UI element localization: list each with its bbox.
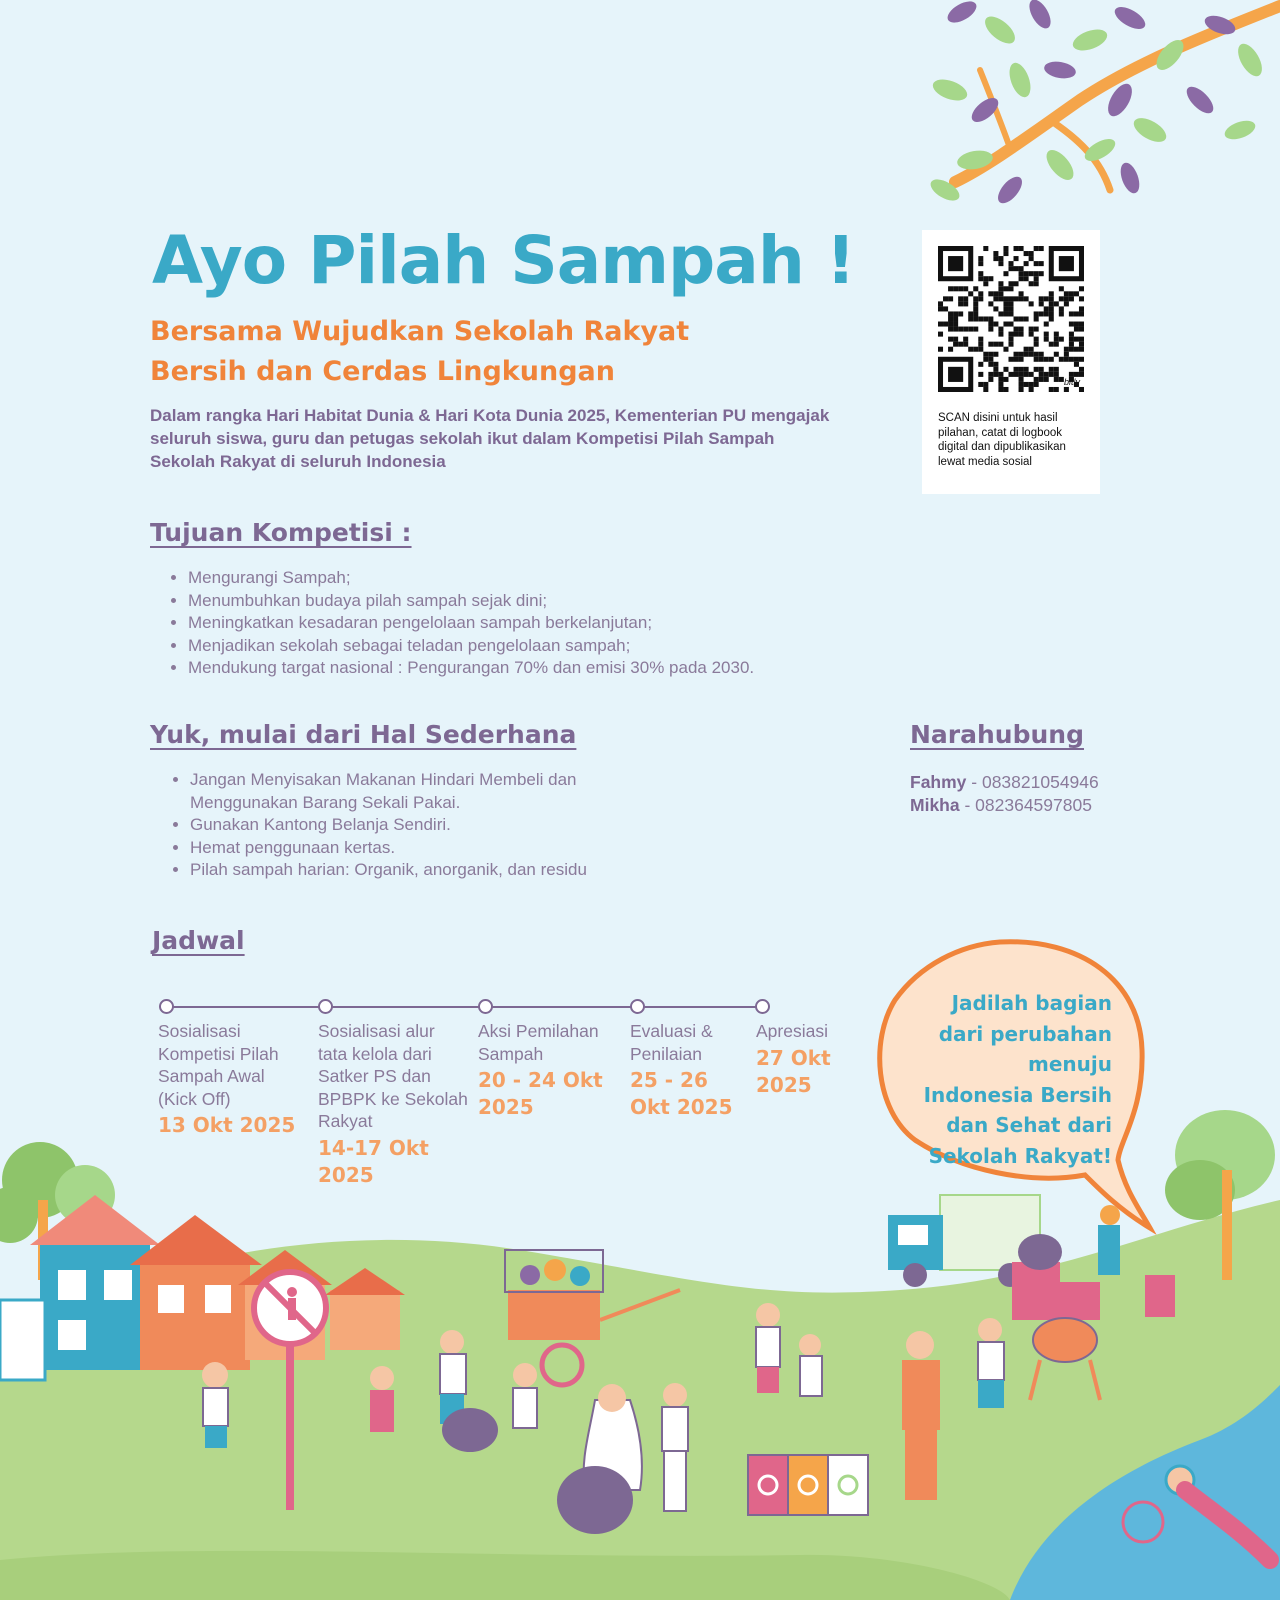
contact-name: Fahmy bbox=[910, 772, 967, 792]
contact-row bbox=[910, 794, 1210, 817]
recycle-bins-illustration bbox=[748, 1455, 868, 1515]
contact-row bbox=[910, 771, 1210, 794]
qr-code[interactable] bbox=[938, 246, 1084, 392]
qr-brand-label: bitly bbox=[1064, 377, 1081, 387]
timeline-node bbox=[318, 999, 333, 1014]
step-date: 14-17 Okt 2025 bbox=[318, 1135, 429, 1187]
contact-phone[interactable]: - 082364597805 bbox=[959, 795, 1092, 815]
timeline-node bbox=[159, 999, 174, 1014]
tip-item: • Pilah sampah harian: Organik, anorganik, dan residu bbox=[190, 859, 670, 882]
goals-list bbox=[150, 567, 870, 680]
subtitle-line-1: Bersama Wujudkan Sekolah Rakyat bbox=[150, 316, 690, 347]
step-date: 20 - 24 Okt 2025 bbox=[478, 1068, 603, 1119]
tip-item: • Hemat penggunaan kertas. bbox=[190, 837, 670, 860]
goal-item: • Mendukung targat nasional : Pengurangan 70% dan emisi 30% pada 2030. bbox=[188, 657, 870, 680]
subtitle bbox=[150, 312, 689, 392]
tips-heading: Yuk, mulai dari Hal Sederhana bbox=[150, 720, 577, 749]
timeline-line bbox=[165, 1006, 762, 1008]
goals-heading: Tujuan Kompetisi : bbox=[150, 518, 412, 547]
subtitle-line-2: Bersih dan Cerdas Lingkungan bbox=[150, 356, 615, 387]
step-label: Evaluasi & Penilaian bbox=[630, 1021, 713, 1064]
contact-name: Mikha bbox=[910, 795, 960, 815]
step-label: Aksi Pemilahan Sampah bbox=[478, 1021, 599, 1064]
timeline-node bbox=[478, 999, 493, 1014]
qr-card bbox=[922, 230, 1100, 494]
tip-item: • Gunakan Kantong Belanja Sendiri. bbox=[190, 814, 670, 837]
goal-item: • Menjadikan sekolah sebagai teladan pengelolaan sampah; bbox=[188, 635, 870, 658]
timeline-step bbox=[318, 1020, 468, 1189]
contact-list bbox=[910, 771, 1210, 817]
tips-list bbox=[150, 769, 670, 882]
step-label: Sosialisasi alur tata kelola dari Satker PS dan BPBPK ke Sekolah Rakyat bbox=[318, 1021, 468, 1131]
schedule-section bbox=[152, 926, 245, 955]
intro-paragraph: Dalam rangka Hari Habitat Dunia & Hari Kota Dunia 2025, Kementerian PU mengajak seluruh siswa, guru dan petugas sekolah ikut dalam Kompetisi Pilah Sampah Sekolah Rakyat di seluruh Indonesia bbox=[150, 406, 830, 471]
goal-item: • Meningkatkan kesadaran pengelolaan sampah berkelanjutan; bbox=[188, 612, 870, 635]
contact-heading: Narahubung bbox=[910, 720, 1084, 749]
step-date: 13 Okt 2025 bbox=[158, 1113, 296, 1137]
contact-section bbox=[910, 720, 1210, 817]
timeline-step bbox=[478, 1020, 620, 1121]
call-to-action-text: Jadilah bagian dari perubahan menuju Indonesia Bersih dan Sehat dari Sekolah Rakyat! bbox=[923, 991, 1112, 1168]
step-label: Apresiasi bbox=[756, 1021, 828, 1041]
goals-section bbox=[150, 518, 870, 680]
schedule-heading: Jadwal bbox=[152, 926, 245, 955]
timeline-step bbox=[630, 1020, 748, 1121]
step-date: 27 Okt 2025 bbox=[756, 1045, 831, 1097]
page-title: Ayo Pilah Sampah ! bbox=[152, 222, 855, 299]
timeline-step bbox=[756, 1020, 856, 1099]
goal-item: • Mengurangi Sampah; bbox=[188, 567, 870, 590]
goal-item: • Menumbuhkan budaya pilah sampah sejak dini; bbox=[188, 590, 870, 613]
timeline-step bbox=[158, 1020, 308, 1139]
tip-item: • Jangan Menyisakan Makanan Hindari Membeli dan Menggunakan Barang Sekali Pakai. bbox=[190, 769, 670, 814]
step-date: 25 - 26 Okt 2025 bbox=[630, 1068, 733, 1119]
timeline-node bbox=[630, 999, 645, 1014]
step-label: Sosialisasi Kompetisi Pilah Sampah Awal (Kick Off) bbox=[158, 1021, 279, 1109]
timeline-node bbox=[755, 999, 770, 1014]
tips-section bbox=[150, 720, 670, 882]
qr-caption: SCAN disini untuk hasil pilahan, catat di logbook digital dan dipublikasikan lewat media sosial bbox=[938, 412, 1066, 468]
contact-phone[interactable]: - 083821054946 bbox=[966, 772, 1099, 792]
tree-branch-illustration bbox=[927, 0, 1280, 207]
